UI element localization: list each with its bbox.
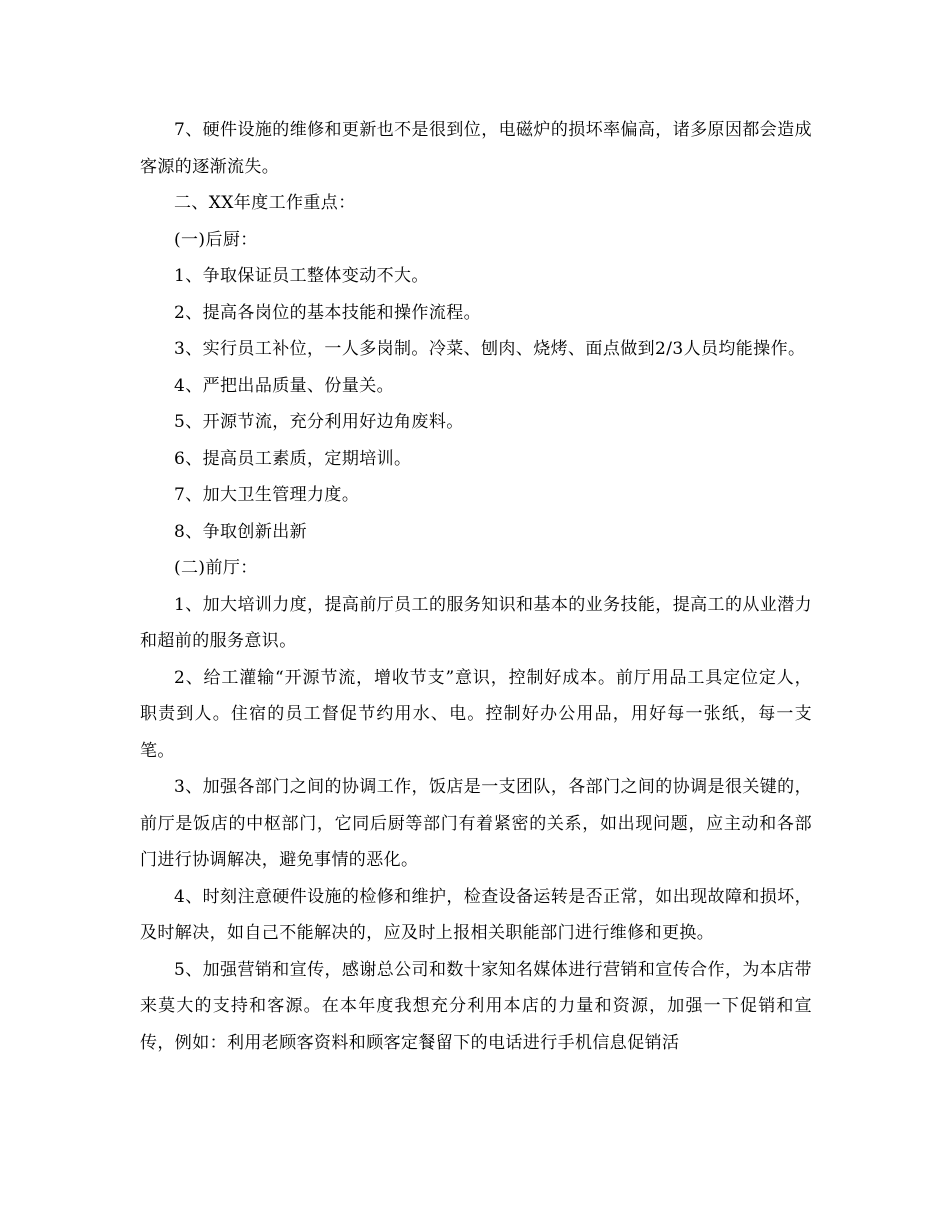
kitchen-item-6: 6、提高员工素质，定期培训。: [174, 448, 412, 469]
kitchen-item-3: 3、实行员工补位，一人多岗制。冷菜、刨肉、烧烤、面点做到2/3人员均能操作。: [174, 339, 806, 359]
front-hall-item-3: 3、加强各部门之间的协调工作，饭店是一支团队，各部门之间的协调是很关键的，前厅是饭店的中枢部门，它同后厨等部门有着紧密的关系，如出现问题，应主动和各部门进行协调解决，避免事情的恶化。: [140, 777, 812, 870]
document-page: [140, 112, 812, 1061]
paragraph-hardware-item-7: 7、硬件设施的维修和更新也不是很到位，电磁炉的损坏率偏高，诸多原因都会造成客源的逐渐流失。: [140, 120, 812, 177]
subheading-kitchen: (一)后厨：: [174, 229, 258, 250]
kitchen-item-7: 7、加大卫生管理力度。: [174, 485, 360, 505]
heading-annual-work-focus: 二、XX年度工作重点：: [174, 193, 356, 213]
kitchen-item-4: 4、严把出品质量、份量关。: [174, 375, 395, 396]
front-hall-item-2: 2、给工灌输“开源节流，增收节支”意识，控制好成本。前厅用品工具定位定人，职责到人。住宿的员工督促节约用水、电。控制好办公用品，用好每一张纸，每一支笔。: [140, 667, 812, 761]
subheading-front-hall: (二)前厅：: [174, 558, 258, 578]
kitchen-item-1: 1、争取保证员工整体变动不大。: [174, 266, 429, 286]
kitchen-item-8: 8、争取创新出新: [174, 521, 308, 542]
front-hall-item-5: 5、加强营销和宣传，感谢总公司和数十家知名媒体进行营销和宣传合作，为本店带来莫大的支持和客源。在本年度我想充分利用本店的力量和资源，加强一下促销和宣传，例如：利用老顾客资料和顾客定餐留下的电话进行手机信息促销活: [140, 959, 812, 1053]
kitchen-item-2: 2、提高各岗位的基本技能和操作流程。: [174, 302, 482, 323]
front-hall-item-1: 1、加大培训力度，提高前厅员工的服务知识和基本的业务技能，提高工的从业潜力和超前的服务意识。: [140, 594, 812, 651]
front-hall-item-4: 4、时刻注意硬件设施的检修和维护，检查设备运转是否正常，如出现故障和损坏，及时解决，如自己不能解决的，应及时上报相关职能部门进行维修和更换。: [140, 886, 812, 943]
kitchen-item-5: 5、开源节流，充分利用好边角废料。: [174, 412, 464, 432]
